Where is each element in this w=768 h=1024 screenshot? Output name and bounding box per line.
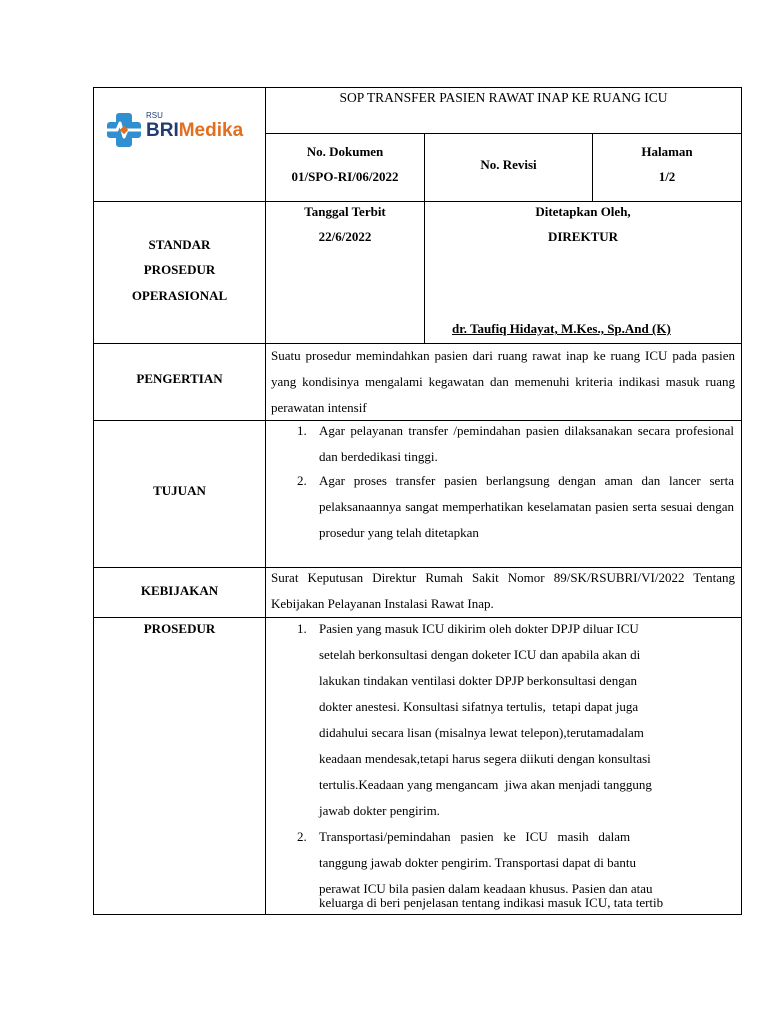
logo-brand-bri: BRI xyxy=(146,120,179,141)
pengertian-text: Suatu prosedur memindahkan pasien dari ruang rawat inap ke ruang ICU pada pasien yang kondisinya mengalami kegawatan dan memenuhi kriteria indikasi masuk ruang perawatan intensif xyxy=(271,348,735,415)
sop-label-line1: STANDAR xyxy=(148,237,211,252)
tujuan-label: TUJUAN xyxy=(153,483,206,498)
tujuan-item-1-text: Agar pelayanan transfer /pemindahan pasien dilaksanakan secara profesional dan berdedikasi tinggi. xyxy=(319,423,734,464)
header-row-divider xyxy=(93,201,742,202)
document-title: SOP TRANSFER PASIEN RAWAT INAP KE RUANG ICU xyxy=(339,90,668,105)
table-border-bottom xyxy=(93,914,742,915)
prosedur-item-2-line: perawat ICU bila pasien dalam keadaan khusus. Pasien dan atau xyxy=(319,881,653,896)
revision-label: No. Revisi xyxy=(480,157,537,172)
prosedur-item-1-line: tertulis.Keadaan yang mengancam jiwa akan menjadi tanggung xyxy=(319,777,652,792)
logo-brand xyxy=(146,120,243,142)
approved-by-role: DIREKTUR xyxy=(547,229,619,244)
prosedur-item-1-number: 1. xyxy=(297,621,307,636)
tujuan-item-2-number: 2. xyxy=(297,473,307,488)
page-label: Halaman xyxy=(641,144,693,159)
prosedur-item-1-line: didahului secara lisan (misalnya lewat telepon),terutamadalam xyxy=(319,725,644,740)
tujuan-item-2-text: Agar proses transfer pasien berlangsung dengan aman dan lancer serta pelaksanaannya sangat memperhatikan keselamatan pasien serta sesuai dengan prosedur yang telah ditetapkan xyxy=(319,473,734,540)
logo-brand-medika: Medika xyxy=(178,120,244,141)
prosedur-item-1-line: setelah berkonsultasi dengan doketer ICU dan apabila akan di xyxy=(319,647,641,662)
prosedur-label: PROSEDUR xyxy=(143,621,216,636)
approver-name: dr. Taufiq Hidayat, M.Kes., Sp.And (K) xyxy=(452,321,671,336)
table-border-right xyxy=(741,87,742,915)
title-row-divider xyxy=(265,133,742,134)
kebijakan-text: Surat Keputusan Direktur Rumah Sakit Nomor 89/SK/RSUBRI/VI/2022 Tentang Kebijakan Pelayanan Instalasi Rawat Inap. xyxy=(271,570,735,611)
prosedur-item-1-line: jawab dokter pengirim. xyxy=(319,803,440,818)
kebijakan-label: KEBIJAKAN xyxy=(140,583,219,598)
page-value: 1/2 xyxy=(658,169,676,184)
prosedur-item-1-line: Pasien yang masuk ICU dikirim oleh dokter DPJP diluar ICU xyxy=(319,621,639,636)
table-border-top xyxy=(93,87,742,88)
prosedur-item-2-line: Transportasi/pemindahan pasien ke ICU masih dalam xyxy=(319,829,631,844)
doc-no-value: 01/SPO-RI/06/2022 xyxy=(291,169,399,184)
tujuan-item-1-number: 1. xyxy=(297,423,307,438)
logo-text xyxy=(146,112,243,142)
issue-date-label: Tanggal Terbit xyxy=(304,204,386,219)
doc-no-label: No. Dokumen xyxy=(306,144,384,159)
prosedur-item-2-line: keluarga di beri penjelasan tentang indikasi masuk ICU, tata tertib xyxy=(319,895,664,910)
sop-label-line2: PROSEDUR xyxy=(143,262,216,277)
approved-by-label: Ditetapkan Oleh, xyxy=(535,204,631,219)
prosedur-item-1-line: keadaan mendesak,tetapi harus segera diikuti dengan konsultasi xyxy=(319,751,651,766)
pengertian-label: PENGERTIAN xyxy=(136,371,223,386)
table-border-left xyxy=(93,87,94,915)
issue-date-value: 22/6/2022 xyxy=(318,229,372,244)
sop-label-line3: OPERASIONAL xyxy=(131,288,228,303)
prosedur-item-1-line: dokter anestesi. Konsultasi sifatnya tertulis, tetapi dapat juga xyxy=(319,699,639,714)
logo-prefix: RSU xyxy=(146,111,163,120)
prosedur-item-1-line: lakukan tindakan ventilasi dokter DPJP berkonsultasi dengan xyxy=(319,673,637,688)
medical-cross-icon xyxy=(104,110,144,150)
hospital-logo xyxy=(104,110,258,150)
prosedur-item-2-line: tanggung jawab dokter pengirim. Transportasi dapat di bantu xyxy=(319,855,637,870)
prosedur-item-2-number: 2. xyxy=(297,829,307,844)
